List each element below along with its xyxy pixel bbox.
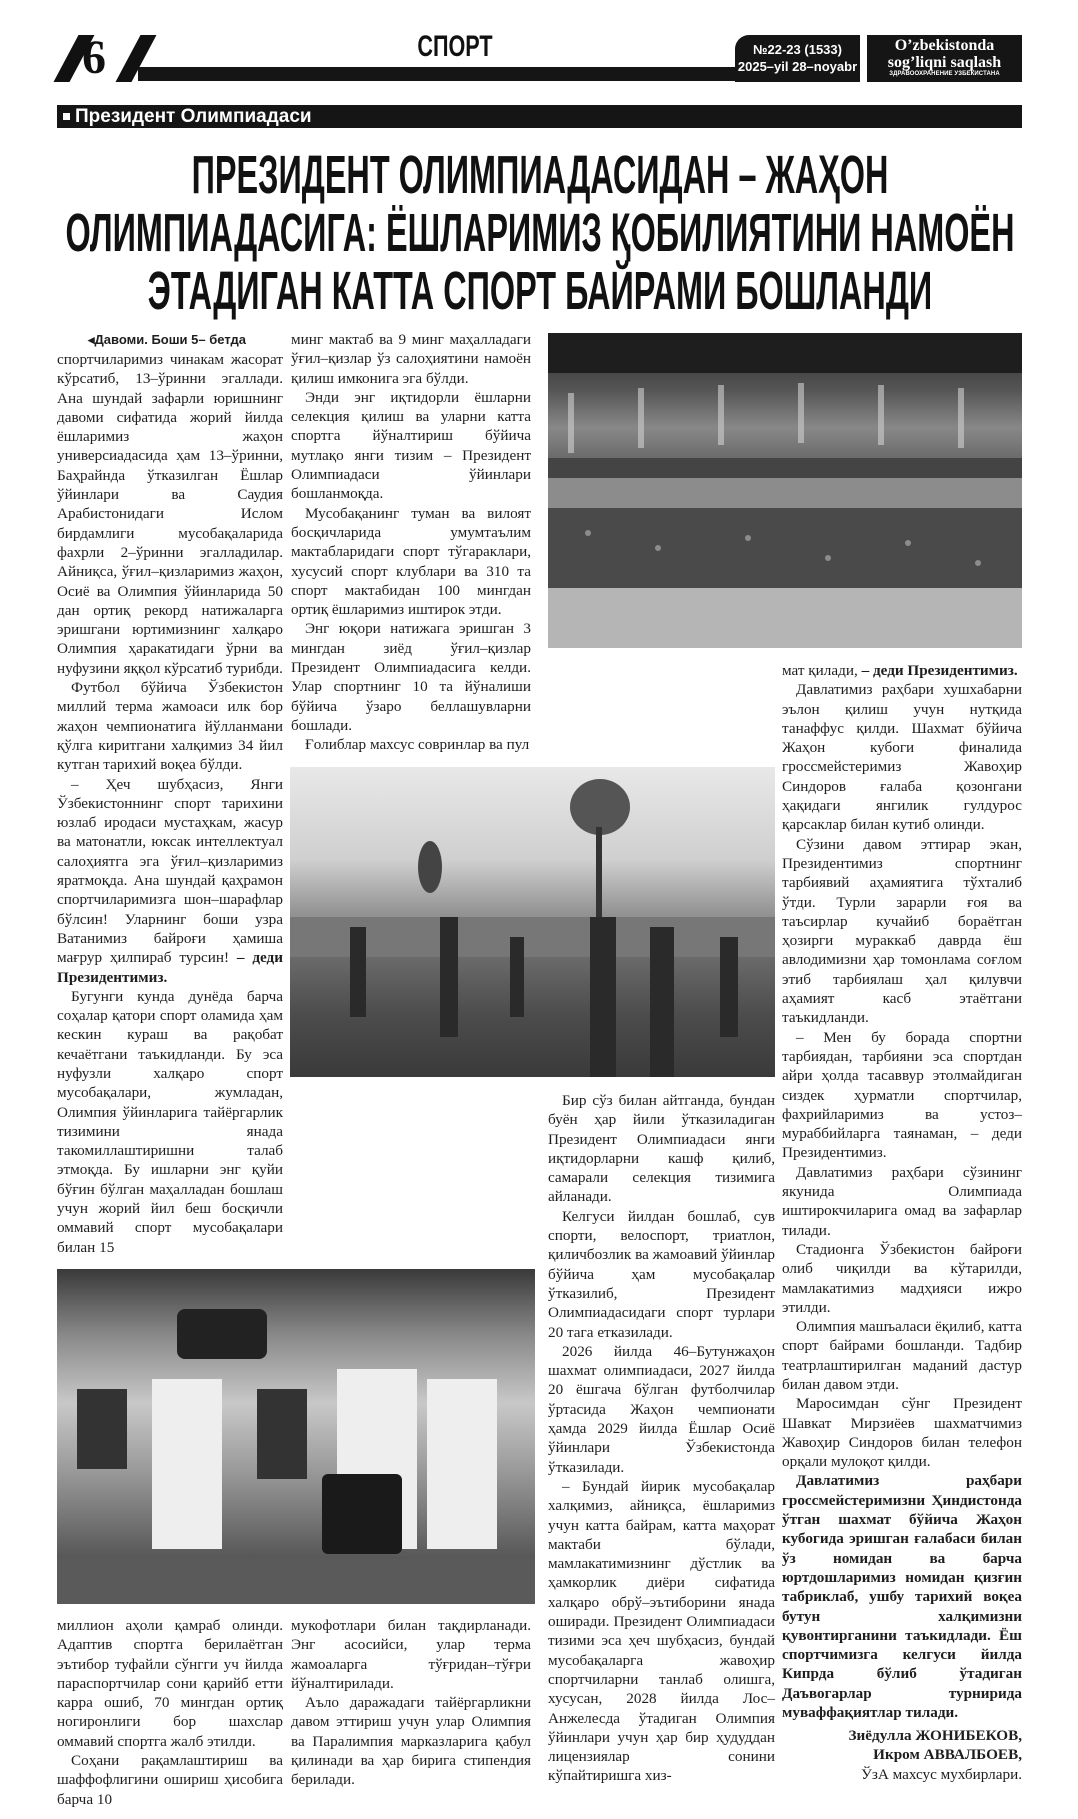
paragraph [57, 987, 283, 1257]
column-2-top [291, 330, 531, 755]
paragraph-bold-text: – деди Президентимиз. [861, 662, 1018, 679]
paragraph-text: мукофотлари билан тақдирланади. Энг асосийси, улар терма жамоаларга тўғридан–тўғри йўналтирилади. [291, 1617, 531, 1692]
author-2: Икром АВВАЛБОЕВ, [873, 1746, 1022, 1764]
paragraph-text: Келгуси йилдан бошлаб, сув спорти, велоспорт, триатлон, қиличбозлик ва жамоавий ўйинлар бўйича ҳам мусобақалар ўтказилиб, Президент Олимпиадасидаги спорт турлари 20 тага етказилади. [548, 1207, 775, 1341]
author-role: ЎзА махсус мухбирлари. [861, 1765, 1022, 1783]
section-bar [57, 105, 1022, 128]
paragraph-bold-text: – деди Президентимиз. [57, 949, 283, 986]
stadium-ceremony-photo [548, 333, 1022, 648]
rubric-title: СПОРТ [417, 30, 493, 63]
paragraph [291, 504, 531, 620]
author-1: Зиёдулла ЖОНИБЕКОВ, [848, 1727, 1022, 1744]
continued-note: ◂Давоми. Боши 5– бетда [88, 332, 246, 347]
paragraph [548, 1342, 775, 1477]
paragraph-text: Маросимдан сўнг Президент Шавкат Мирзиёев шахматчимиз Жавоҳир Синдоров билан телефон орқали мулоқот қилди. [782, 1395, 1022, 1471]
paragraph-text: Энг юқори натижага эришган 3 мингдан зиёд ўғил–қизлар Президент Олимпиадасига келди. Улар спортнинг 10 та йўналиши бўйича ўзаро беллашувларни бошлади. [291, 620, 531, 734]
paragraph-text: Давлатимиз раҳбари хушхабарни эълон қилиш учун нутқида танаффус қилди. Шахмат бўйича Жаҳон кубоги финалида гроссмейстеримиз Жавоҳир Синдоров ғалаба қозонгани ҳақидаги янгилик гулдурос қарсаклар билан кутиб олинди. [782, 681, 1022, 834]
paragraph [291, 1693, 531, 1789]
paragraph [782, 1394, 1022, 1471]
paragraph-text: Бугунги кунда дунёда барча соҳалар қатори спорт оламида ҳам кескин кураш ва рақобат кечаётгани таъкидланди. Бу эса нуфузли халқаро спорт мусобақалари, жумладан, Олимпия ўйинларига тайёргарлик тизимини янада такомиллаштиришни талаб этмоқда. Бу ишларни энг қуйи бўғин бўлган маҳалладан бошлаш учун жорий йил беш босқичли оммавий спорт мусобақалари билан 15 [57, 987, 283, 1256]
parade-illustration [290, 767, 775, 1077]
fans-illustration [57, 1269, 535, 1604]
paragraph [782, 1317, 1022, 1394]
paragraph-text: Футбол бўйича Ўзбекистон миллий терма жамоаси илк бор жаҳон чемпионатига йўлланмани қўлга киритгани халқимиз 34 йил кутган тарихий воқеа бўлди. [57, 679, 283, 774]
paragraph [782, 1471, 1022, 1722]
paragraph [782, 835, 1022, 1028]
paragraph-text: спортчиларимиз чинакам жасорат кўрсатиб, 13–ўринни эгаллади. Ана шундай зафарли юришнинг давоми сифатида жорий йилда ёшларимиз жаҳон универсиадасида ҳам 13–ўринни, Баҳрайнда ўтказилган Ёшлар ўйинлари ва Саудия Арабистонидаги Ислом бирдамлиги мусобақаларида фахрли 2–ўринни эгалладилар. Айниқса, ўғил–қизларимиз жаҳон, Осиё ва Олимпия ўйинларида 50 дан ортиқ рекорд натижаларга эришгани юртимизнинг халқаро Олимпия ҳаракатидаги ўрни ва нуфузини яққол кўрсатиб турибди. [57, 351, 283, 677]
paragraph-text: Ғолиблар махсус совринлар ва пул [305, 736, 530, 754]
paragraph [291, 330, 531, 388]
column-1-bottom [57, 1616, 283, 1809]
paragraph-text: – Бундай йирик мусобақалар халқимиз, айниқса, ёшларимиз учун катта байрам, катта маҳорат мактаби бўлади, мамлакатимизнинг дўстлик ва ҳамкорлик диёри сифатида халқаро обрў–эътиборини янада оширади. Президент Олимпиадаси тизими эса ҳеч шубҳасиз, бундай мусобақаларга жавоҳир спортчиларни танлаб олишга, хусусан, 2028 йилда Лос–Анжелесда ўтадиган Олимпия ўйинлари учун ҳар бир ҳудуддан лицензиялар сонини кўпайтиришга хиз- [548, 1477, 775, 1785]
square-bullet-icon [63, 113, 70, 120]
paragraph-text: – Мен бу борада спортни тарбиядан, тарбияни эса спортдан айри ҳолда тасаввур этолмайдиган сиздек ҳурматли спортчилар, фахрийларимиз ва устоз–мураббийларга таянаман, – деди Президентимиз. [782, 1028, 1022, 1162]
paragraph [57, 350, 283, 678]
newspaper-logo [867, 35, 1022, 82]
paragraph [782, 1163, 1022, 1240]
column-4 [782, 661, 1022, 1722]
paragraph [291, 388, 531, 504]
byline [782, 1726, 1022, 1784]
paragraph-text: Стадионга Ўзбекистон байроғи олиб чиқилди ва кўтарилди, мамлакатимиз мадҳияси ижро этилди. [782, 1240, 1022, 1316]
paragraph [548, 1477, 775, 1786]
paragraph-bold-text: Давлатимиз раҳбари гроссмейстеримизни Ҳиндистонда ўтган шахмат бўйича Жаҳон кубогида эришган ғалабаси билан ўз номидан ва барча юртдошларимиз номидан қизғин табриклаб, ушбу тарихий воқеа бутун халқимизни қувонтирганини таъкидлади. Ёш спортчимизга келгуси йилда Кипрда бўлиб ўтадиган Даъвогарлар турнирида муваффақиятлар тилади. [782, 1472, 1022, 1722]
fans-with-drum-photo [57, 1269, 535, 1604]
headline-line: ПРЕЗИДЕНТ ОЛИМПИАДАСИДАН – ЖАҲОН [191, 145, 889, 205]
paragraph [782, 680, 1022, 834]
paragraph [548, 1207, 775, 1342]
issue-number: №22-23 (1533) [753, 42, 842, 57]
issue-box [735, 35, 860, 82]
column-1-top [57, 350, 283, 1257]
paragraph [782, 1028, 1022, 1163]
section-title: Президент Олимпиадаси [75, 106, 312, 127]
paragraph [291, 735, 531, 754]
paragraph [57, 1616, 283, 1751]
headline [58, 146, 1023, 320]
headline-line: ОЛИМПИАДАСИГА: ЁШЛАРИМИЗ ҚОБИЛИЯТИНИ НАМОЁН [65, 203, 1015, 263]
paragraph-text: Энди энг иқтидорли ёшларни селекция қилиш ва уларни катта спортга йўналтириш бўйича мутлақо янги тизим – Президент Олимпиадаси ўйинлари бошланмоқда. [291, 388, 531, 503]
paragraph-text: миллион аҳоли қамраб олинди. Адаптив спортга берилаётган эътибор туфайли сўнгги уч йилда параспортчилар сони қарийб етти карра ошиб, 70 мингдан ортиқ ногиронлиги бор шахслар оммавий спортга жалб этилди. [57, 1617, 283, 1750]
paragraph [57, 775, 283, 987]
paragraph-text: – Ҳеч шубҳасиз, Янги Ўзбекистоннинг спорт тарихини юзлаб иродаси мустаҳкам, жасур ва матонатли, юксак интеллектуал салоҳиятга эга ўғил–қизларимиз яратмоқда. Ана шундай қаҳрамон спортчиларимизга шон–шарафлар бўлсин! Уларнинг боши узра Ватанимиз байроғи ҳамиша мағрур ҳилпираб турсин! [57, 775, 283, 967]
logo-line-2: sog’liqni saqlash [887, 54, 1002, 71]
column-3 [548, 1091, 775, 1786]
paragraph-text: минг мактаб ва 9 минг маҳалладаги ўғил–қизлар ўз салоҳиятини намоён қилиш имконига эга бўлди. [291, 331, 531, 387]
paragraph-text: Мусобақанинг туман ва вилоят босқичларида умумтаълим мактабларидаги спорт тўгараклари, хусусий спорт клублари ва 310 та спорт мактабидан 100 мингдан ортиқ ёшларимиз иштирок этди. [291, 504, 531, 619]
paragraph [291, 1616, 531, 1693]
page-number: 6 [82, 31, 106, 84]
headline-line: ЭТАДИГАН КАТТА СПОРТ БАЙРАМИ БОШЛАНДИ [147, 261, 933, 321]
stadium-illustration [548, 333, 1022, 648]
paragraph [57, 1751, 283, 1809]
paragraph [782, 1240, 1022, 1317]
paragraph [291, 619, 531, 735]
paragraph-text: Олимпия машъаласи ёқилиб, катта спорт байрами бошланди. Тадбир театрлаштирилган маданий дастур билан давом этди. [782, 1318, 1022, 1393]
paragraph-text: Бир сўз билан айтганда, бундан буён ҳар йили ўтказиладиган Президент Олимпиадаси янги иқтидорларни кашф қилиб, самарали селекция тизимига айланади. [548, 1092, 775, 1206]
paragraph-text: Соҳани рақамлаштириш ва шаффофлигини ошириш ҳисобига барча 10 [57, 1752, 283, 1808]
issue-date: 2025–yil 28–noyabr [737, 59, 858, 74]
paragraph-text: 2026 йилда 46–Бутунжаҳон шахмат олимпиадаси, 2027 йилда 20 ёшгача бўлган футболчилар ўртасида Жаҳон чемпионати ҳамда 2029 йилда Ёшлар Осиё ўйинлари Ўзбекистонда ўтказилади. [548, 1342, 775, 1476]
paragraph-text: Аъло даражадаги тайёргарликни давом эттириш учун улар Олимпия ва Паралимпия марказларига қабул қилинади ва ҳар бирига стипендия берилади. [291, 1694, 531, 1789]
paragraph [57, 678, 283, 774]
parade-delegation-photo [290, 767, 775, 1077]
paragraph-text: Сўзини давом эттирар экан, Президентимиз спортнинг тарбиявий аҳамиятига тўхталиб ўтди. Турли зарарли ғоя ва таъсирлар кучайиб бораётган ҳозирги мураккаб даврда ёш авлодимизни ҳар томонлама соғлом этиб тарбиялаш ҳал қилувчи аҳамият касб этаётгани таъкидланди. [782, 835, 1022, 1027]
header-rule [138, 67, 735, 81]
paragraph [548, 1091, 775, 1207]
column-2-bottom [291, 1616, 531, 1790]
logo-line-1: O’zbekistonda [894, 37, 995, 54]
paragraph-text: Давлатимиз раҳбари сўзининг якунида Олимпиада иштирокчиларига омад ва зафарлар тилади. [782, 1163, 1022, 1239]
paragraph [782, 661, 1022, 680]
paragraph-text: мат қилади, [782, 662, 862, 679]
logo-line-3: ЗДРАВООХРАНЕНИЕ УЗБЕКИСТАНА [889, 71, 1000, 77]
